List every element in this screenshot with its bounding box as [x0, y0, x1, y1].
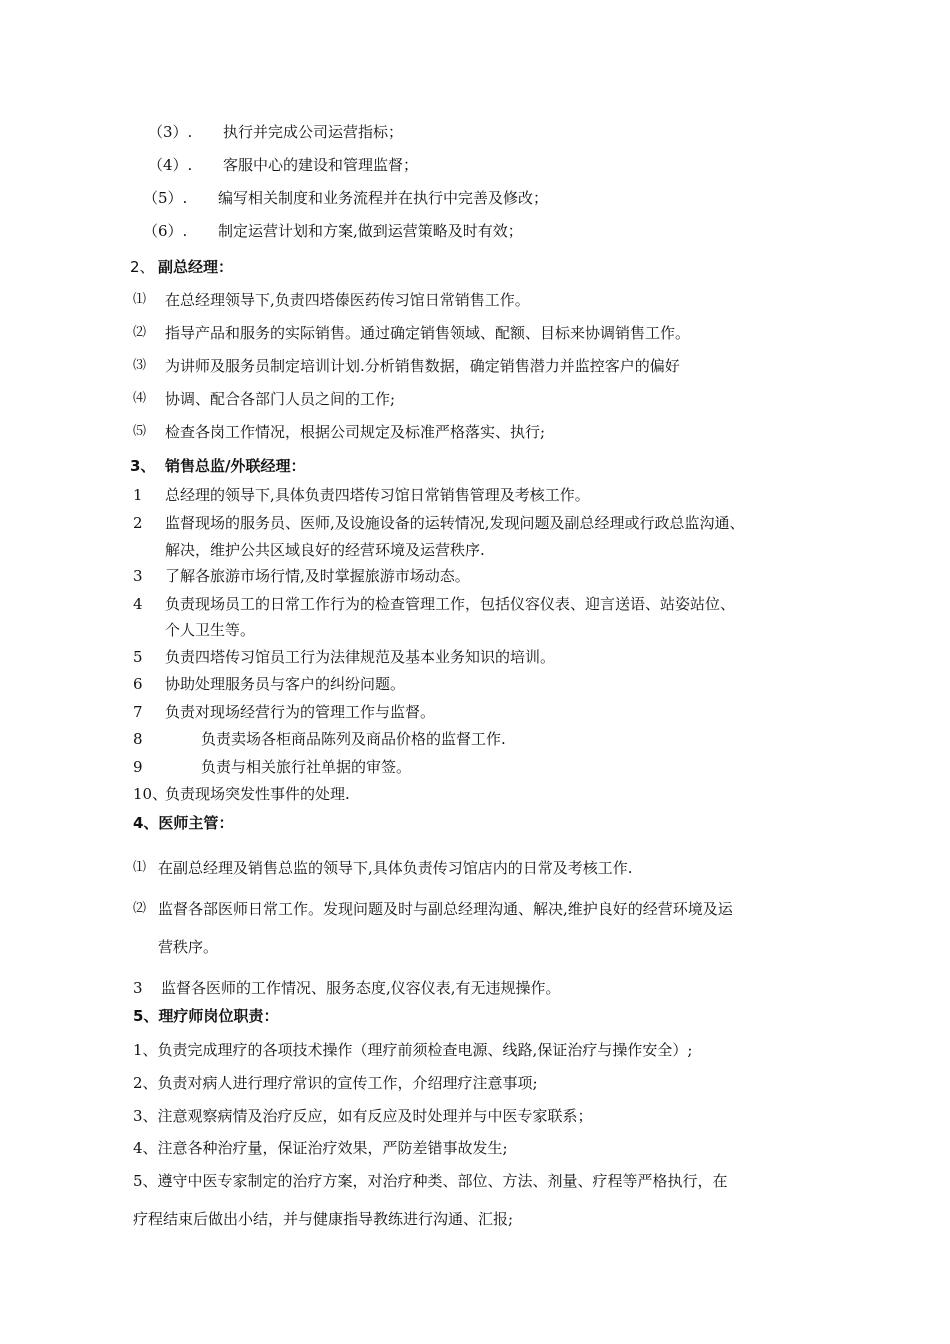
item-number: 3 [133, 979, 143, 997]
item-text: 了解各旅游市场行情,及时掌握旅游市场动态。 [165, 567, 470, 585]
item-number: 8 [133, 730, 143, 748]
heading-text: 销售总监/外联经理： [165, 457, 306, 475]
item-number: 1 [133, 486, 143, 504]
item-text: 负责与相关旅行社单据的审签。 [201, 758, 412, 776]
item-text: 检查各岗工作情况，根据公司规定及标准严格落实、执行; [165, 423, 546, 441]
item-number: 4 [133, 595, 143, 613]
list-item: 2、负责对病人进行理疗常识的宣传工作，介绍理疗注意事项; [133, 1074, 538, 1092]
item-text: 解决，维护公共区域良好的经营环境及运营秩序. [165, 541, 485, 559]
item-number: 6 [133, 675, 143, 693]
item-number: 3 [133, 567, 143, 585]
item-text: 为讲师及服务员制定培训计划.分析销售数据，确定销售潜力并监控客户的偏好 [165, 357, 680, 375]
item-number: 10、 [133, 785, 168, 803]
item-number: （6）. [143, 222, 188, 240]
item-number: ⑵ [133, 901, 147, 916]
item-number: （5）. [143, 189, 188, 207]
item-text: 监督现场的服务员、医师,及设施设备的运转情况,发现问题及副总经理或行政总监沟通、 [165, 514, 745, 532]
list-item: 1、负责完成理疗的各项技术操作（理疗前须检查电源、线路,保证治疗与操作安全）; [133, 1041, 693, 1059]
item-number: 2 [133, 514, 143, 532]
item-number: 7 [133, 703, 143, 721]
heading-number: 2、 [130, 258, 155, 276]
item-number: ⑷ [133, 391, 147, 406]
item-number: ⑶ [133, 358, 147, 373]
item-text: 协调、配合各部门人员之间的工作; [165, 390, 396, 408]
list-item: 4、注意各种治疗量，保证治疗效果，严防差错事故发生; [133, 1139, 508, 1157]
item-text: 负责对现场经营行为的管理工作与监督。 [165, 703, 436, 721]
section-heading: 4、医师主管： [133, 814, 234, 832]
item-number: ⑵ [133, 325, 147, 340]
list-item-continuation: 疗程结束后做出小结，并与健康指导教练进行沟通、汇报; [133, 1210, 514, 1228]
item-text: 在总经理领导下,负责四塔傣医药传习馆日常销售工作。 [165, 291, 530, 309]
item-text: 监督各医师的工作情况、服务态度,仪容仪表,有无违规操作。 [161, 979, 561, 997]
item-text: 监督各部医师日常工作。发现问题及时与副总经理沟通、解决,维护良好的经营环境及运 [158, 900, 733, 918]
list-item: 3、注意观察病情及治疗反应，如有反应及时处理并与中医专家联系； [133, 1107, 593, 1125]
item-text: 负责现场员工的日常工作行为的检查管理工作，包括仪容仪表、迎言送语、站姿站位、 [165, 595, 736, 613]
item-text: 总经理的领导下,具体负责四塔传习馆日常销售管理及考核工作。 [165, 486, 590, 504]
item-text: 协助处理服务员与客户的纠纷问题。 [165, 675, 406, 693]
heading-text: 副总经理： [158, 258, 234, 276]
item-number: ⑴ [133, 292, 147, 307]
item-text: 个人卫生等。 [165, 621, 256, 639]
item-number: ⑴ [133, 860, 147, 875]
item-number: 9 [133, 758, 143, 776]
item-text: 指导产品和服务的实际销售。通过确定销售领域、配额、目标来协调销售工作。 [165, 324, 691, 342]
item-text: 制定运营计划和方案,做到运营策略及时有效； [218, 222, 523, 240]
item-text: 营秩序。 [158, 938, 219, 956]
item-text: 客服中心的建设和管理监督； [223, 156, 419, 174]
item-number: ⑸ [133, 424, 147, 439]
item-text: 执行并完成公司运营指标； [223, 123, 404, 141]
item-text: 编写相关制度和业务流程并在执行中完善及修改； [218, 189, 549, 207]
section-heading: 5、理疗师岗位职责： [133, 1007, 279, 1025]
item-text: 在副总经理及销售总监的领导下,具体负责传习馆店内的日常及考核工作. [158, 859, 633, 877]
list-item: 5、遵守中医专家制定的治疗方案，对治疗种类、部位、方法、剂量、疗程等严格执行，在 [133, 1172, 728, 1190]
item-text: 负责四塔传习馆员工行为法律规范及基本业务知识的培训。 [165, 648, 556, 666]
item-number: （3）. [148, 123, 193, 141]
item-number: 5 [133, 648, 143, 666]
item-text: 负责卖场各柜商品陈列及商品价格的监督工作. [201, 730, 506, 748]
item-number: （4）. [148, 156, 193, 174]
item-text: 负责现场突发性事件的处理. [165, 785, 350, 803]
heading-number: 3、 [130, 457, 156, 475]
